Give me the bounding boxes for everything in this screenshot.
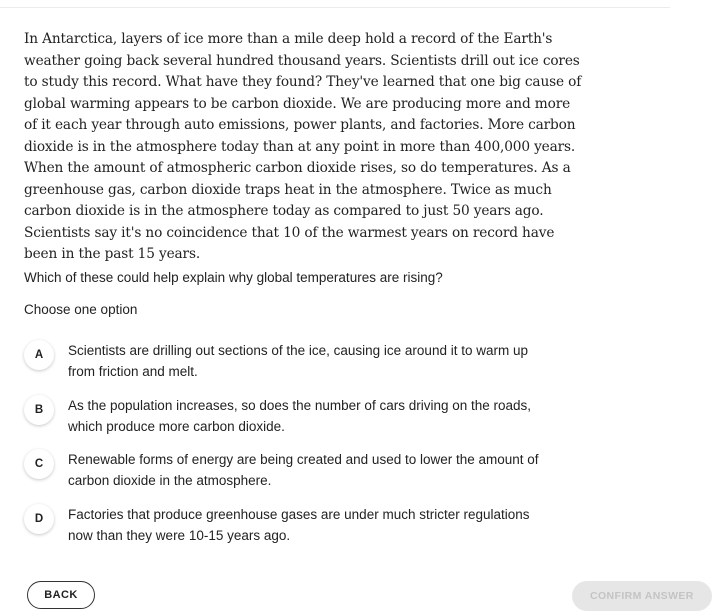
option-letter-badge[interactable]: A [24, 340, 54, 370]
back-button[interactable]: BACK [27, 581, 95, 609]
option-text: Renewable forms of energy are being created and used to lower the amount of carbon dioxide in the atmosphere. [68, 452, 539, 488]
option-text: As the population increases, so does the number of cars driving on the roads, which produce more carbon dioxide. [68, 398, 532, 434]
reading-passage: In Antarctica, layers of ice more than a mile deep hold a record of the Earth's weather going back several hundred thousand years. Scientists drill out ice cores to study this record. What have they found? They've learned that one big cause of global warming appears to be carbon dioxide. We are producing more and more of it each year through auto emissions, power plants, and factories. More carbon dioxide is in the atmosphere today than at any point in more than 400,000 years. When the amount of atmospheric carbon dioxide rises, so do temperatures. As a greenhouse gas, carbon dioxide traps heat in the atmosphere. Twice as much carbon dioxide is in the atmosphere today as compared to just 50 years ago. Scientists say it's no coincidence that 10 of the warmest years on record have been in the past 15 years. [24, 31, 582, 262]
confirm-answer-button[interactable]: CONFIRM ANSWER [572, 581, 712, 611]
option-letter-badge[interactable]: C [24, 449, 54, 479]
answer-option-a[interactable] [24, 340, 544, 382]
answer-option-b[interactable] [24, 395, 544, 437]
option-letter-badge[interactable]: B [24, 395, 54, 425]
option-text: Factories that produce greenhouse gases are under much stricter regulations now than they were 10-15 years ago. [68, 507, 530, 543]
option-text: Scientists are drilling out sections of the ice, causing ice around it to warm up from friction and melt. [68, 343, 528, 379]
option-letter-badge[interactable]: D [24, 504, 54, 534]
answer-option-d[interactable] [24, 504, 544, 546]
answer-option-c[interactable] [24, 449, 544, 491]
top-divider [0, 7, 670, 8]
question-prompt: Which of these could help explain why global temperatures are rising? [24, 270, 443, 285]
choose-instruction: Choose one option [24, 302, 138, 317]
